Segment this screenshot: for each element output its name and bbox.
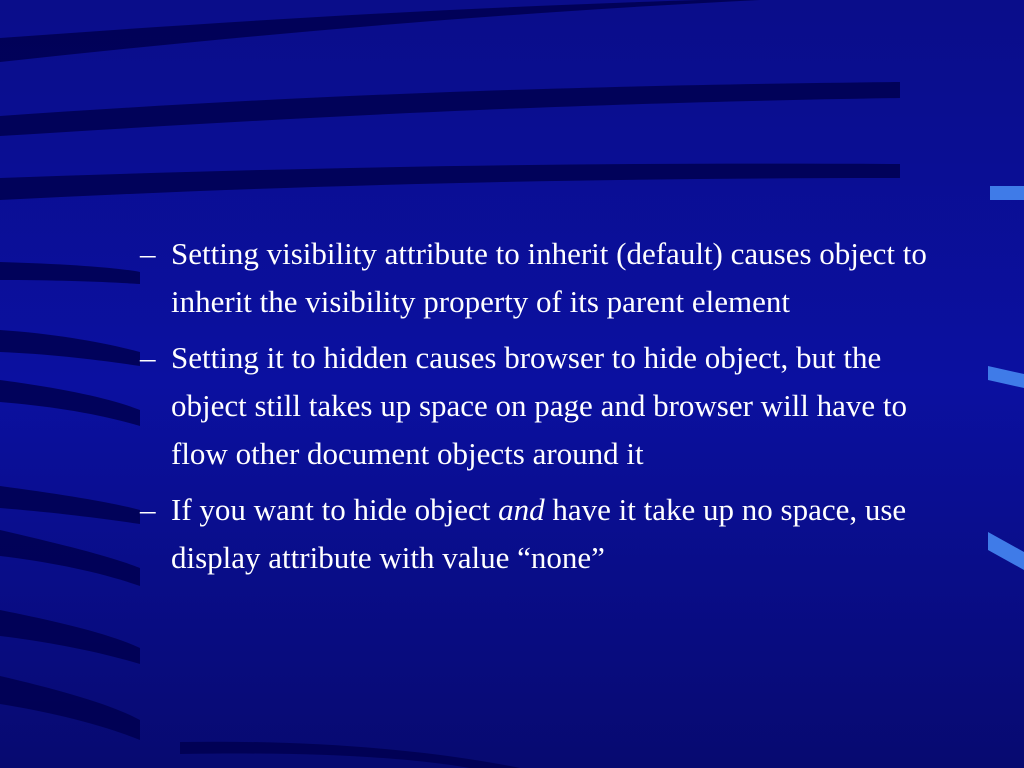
bullet-text: Setting visibility attribute to inherit (default) causes object to inherit the visibility property of its parent element xyxy=(171,236,927,319)
bullet-emphasis: and xyxy=(498,492,545,527)
bullet-text: Setting it to hidden causes browser to hide object, but the object still takes up space on page and browser will have to flow other document objects around it xyxy=(171,340,908,471)
bullet-marker: – xyxy=(140,340,156,375)
bullet-text-continued: have it take up no space, use display attribute with value “none” xyxy=(171,492,907,575)
bullet-marker: – xyxy=(140,236,156,271)
bullet-item xyxy=(140,230,940,326)
bullet-list xyxy=(140,230,940,590)
bullet-text: If you want to hide object xyxy=(171,492,499,527)
bullet-item xyxy=(140,486,940,582)
bullet-item xyxy=(140,334,940,478)
bullet-marker: – xyxy=(140,492,156,527)
